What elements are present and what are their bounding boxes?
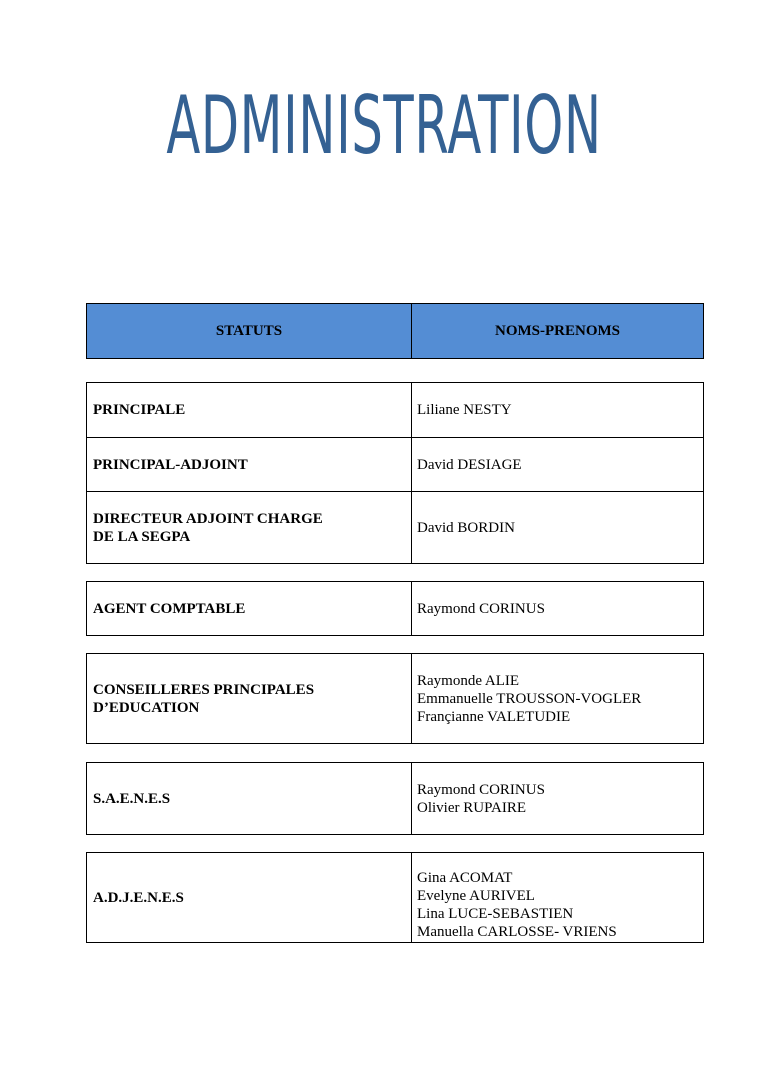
status-line: AGENT COMPTABLE <box>93 600 246 617</box>
person-name: Raymond CORINUS <box>417 600 545 617</box>
status-line: CONSEILLERES PRINCIPALES <box>93 681 315 698</box>
table-row <box>87 853 703 942</box>
status-line: PRINCIPAL-ADJOINT <box>93 456 248 473</box>
header-table <box>86 303 704 359</box>
table-row <box>87 383 703 437</box>
person-name: Françianne VALETUDIE <box>417 708 571 725</box>
status-cell <box>87 383 412 437</box>
names-cell <box>412 582 703 635</box>
group-table-agent-comptable <box>86 581 704 636</box>
status-line: DIRECTEUR ADJOINT CHARGE <box>93 510 323 527</box>
table-row <box>87 491 703 563</box>
status-cell <box>87 763 412 834</box>
status-cell <box>87 853 412 942</box>
names-cell <box>412 853 703 942</box>
status-cell <box>87 492 412 563</box>
status-line: A.D.J.E.N.E.S <box>93 889 184 906</box>
person-name: David DESIAGE <box>417 456 522 473</box>
status-line: DE LA SEGPA <box>93 528 191 545</box>
group-table-direction <box>86 382 704 564</box>
person-name: Raymonde ALIE <box>417 672 520 689</box>
person-name: Lina LUCE-SEBASTIEN <box>417 906 574 922</box>
group-table-adjenes <box>86 852 704 943</box>
group-table-saenes <box>86 762 704 835</box>
person-name: Emmanuelle TROUSSON-VOGLER <box>417 690 642 707</box>
header-row <box>87 304 703 358</box>
names-cell <box>412 383 703 437</box>
names-cell <box>412 438 703 491</box>
person-name: Olivier RUPAIRE <box>417 799 527 816</box>
header-status: STATUTS <box>87 304 412 358</box>
names-cell <box>412 654 703 743</box>
person-name: Raymond CORINUS <box>417 781 545 798</box>
status-cell <box>87 582 412 635</box>
status-line: D’EDUCATION <box>93 699 200 716</box>
names-cell <box>412 763 703 834</box>
table-row <box>87 654 703 743</box>
person-name: Manuella CARLOSSE- VRIENS <box>417 924 617 940</box>
table-row <box>87 437 703 491</box>
person-name: Evelyne AURIVEL <box>417 888 535 904</box>
person-name: Liliane NESTY <box>417 402 512 418</box>
group-table-cpe <box>86 653 704 744</box>
table-row <box>87 582 703 635</box>
names-cell <box>412 492 703 563</box>
person-name: Gina ACOMAT <box>417 870 513 886</box>
page-title: ADMINISTRATION <box>166 79 602 172</box>
table-row <box>87 763 703 834</box>
status-line: S.A.E.N.E.S <box>93 790 171 807</box>
person-name: David BORDIN <box>417 519 515 536</box>
header-names: NOMS-PRENOMS <box>412 304 703 358</box>
status-cell <box>87 654 412 743</box>
status-line: PRINCIPALE <box>93 402 186 418</box>
status-cell <box>87 438 412 491</box>
